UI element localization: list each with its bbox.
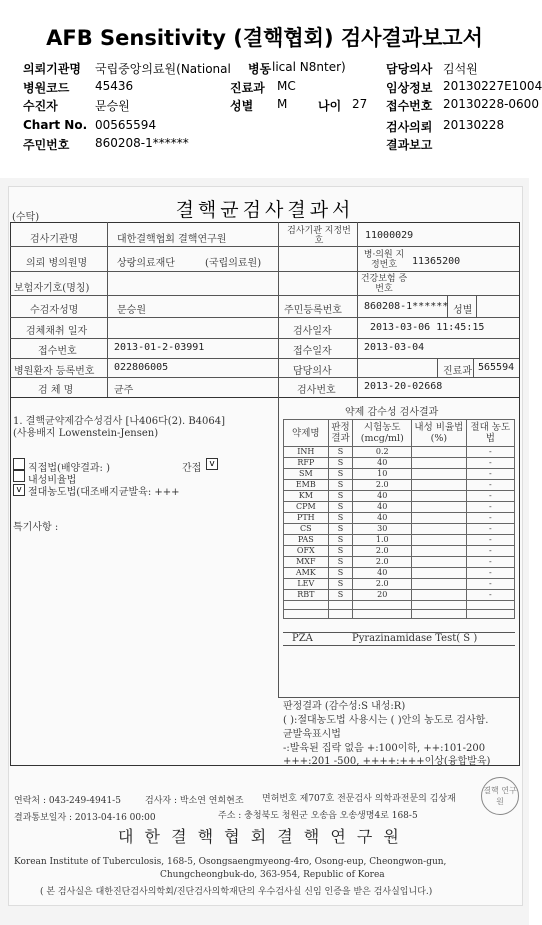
ab-row-amk bbox=[284, 568, 515, 579]
institute-address-en2: Chungcheongbuk-do, 363-954, Republic of Korea bbox=[160, 870, 385, 880]
row1-label2: 검사기관 지정번호 bbox=[287, 226, 351, 246]
ab-cell-conc: 0.2 bbox=[353, 447, 412, 458]
ab-cell-conc: 2.0 bbox=[353, 546, 412, 557]
row7-value: 022806005 bbox=[114, 362, 169, 373]
legend-line1: ( ):절대농도법 사용시는 ( )안의 농도로 검사함. bbox=[283, 715, 489, 726]
doctor-label: 담당의사 bbox=[386, 62, 433, 76]
report-date-text: 결과통보일자 : 2013-04-16 00:00 bbox=[14, 813, 156, 823]
ab-title: 약제 감수성 검사결과 bbox=[345, 407, 439, 418]
req-date-label: 검사의뢰 bbox=[386, 120, 433, 134]
doctor-value: 김석원 bbox=[443, 62, 478, 76]
ab-cell-drug: RBT bbox=[284, 590, 329, 601]
ab-header-conc: 시험농도 (mcg/ml) bbox=[353, 420, 412, 447]
ab-cell-ratio bbox=[412, 524, 466, 535]
row6-label: 접수번호 bbox=[38, 346, 77, 357]
ab-cell-conc: 2.0 bbox=[353, 579, 412, 590]
ab-cell-ratio bbox=[412, 579, 466, 590]
ab-cell-result: S bbox=[328, 480, 353, 491]
req-org-value: 국립중앙의료원(National bbox=[95, 62, 231, 76]
chart-label: Chart No. bbox=[23, 118, 88, 132]
report-header bbox=[0, 0, 542, 172]
ab-cell-blank bbox=[412, 610, 466, 619]
ab-cell-abs: - bbox=[466, 579, 514, 590]
req-org-label: 의뢰기관명 bbox=[23, 62, 81, 76]
row2-label2: 병·의원 지정번호 bbox=[363, 250, 405, 270]
row1-label: 검사기관명 bbox=[30, 234, 79, 245]
ab-row-sm bbox=[284, 469, 515, 480]
ab-cell-abs: - bbox=[466, 524, 514, 535]
ab-header-drug: 약제명 bbox=[284, 420, 329, 447]
row7-label2: 담당의사 bbox=[293, 366, 332, 377]
ab-cell-conc: 30 bbox=[353, 524, 412, 535]
ab-cell-abs: - bbox=[466, 480, 514, 491]
row2-extra: (국립의료원) bbox=[205, 258, 262, 269]
ab-cell-drug: RFP bbox=[284, 458, 329, 469]
institute-address-en1: Korean Institute of Tuberculosis, 168-5, Osongsaengmyeong-4ro, Osong-eup, Cheongwon-gun, bbox=[14, 857, 447, 867]
ab-cell-abs: - bbox=[466, 546, 514, 557]
clinical-value: 20130227E1004 bbox=[443, 79, 542, 93]
dept-value: MC bbox=[277, 79, 296, 93]
ab-cell-ratio bbox=[412, 513, 466, 524]
ab-cell-result: S bbox=[328, 535, 353, 546]
ab-cell-drug: SM bbox=[284, 469, 329, 480]
ab-header-row bbox=[284, 420, 515, 447]
scan-corner-mark: (수탁) bbox=[12, 212, 40, 223]
ab-cell-drug: MXF bbox=[284, 557, 329, 568]
ab-cell-abs: - bbox=[466, 568, 514, 579]
ab-row-rfp bbox=[284, 458, 515, 469]
row8-value2: 2013-20-02668 bbox=[364, 381, 443, 392]
patient-label: 수진자 bbox=[23, 99, 58, 113]
chart-value: 00565594 bbox=[95, 118, 157, 132]
ab-cell-result: S bbox=[328, 491, 353, 502]
row8-value: 균주 bbox=[114, 385, 134, 396]
pza-value: Pyrazinamidase Test( S ) bbox=[352, 633, 478, 644]
ab-table bbox=[283, 419, 515, 619]
abs-checkbox: v bbox=[13, 484, 25, 496]
ab-cell-result: S bbox=[328, 469, 353, 480]
age-value: 27 bbox=[352, 97, 368, 111]
ab-row-km bbox=[284, 491, 515, 502]
ab-cell-drug: PAS bbox=[284, 535, 329, 546]
ab-row-cs bbox=[284, 524, 515, 535]
ward-label: 병동 bbox=[248, 62, 272, 76]
ab-cell-blank bbox=[284, 601, 329, 610]
ab-cell-result: S bbox=[328, 557, 353, 568]
row2-value2: 11365200 bbox=[412, 256, 461, 267]
rrn-value: 860208-1****** bbox=[95, 136, 189, 150]
ab-header-abs: 절대 농도법 bbox=[466, 420, 514, 447]
row6-value: 2013-01-2-03991 bbox=[114, 342, 205, 353]
ab-header-ratio: 내성 비율법(%) bbox=[412, 420, 466, 447]
ab-cell-conc: 2.0 bbox=[353, 557, 412, 568]
row4-label2: 주민등록번호 bbox=[284, 305, 342, 316]
ab-cell-abs: - bbox=[466, 447, 514, 458]
ab-cell-drug: INH bbox=[284, 447, 329, 458]
hosp-code-value: 45436 bbox=[95, 79, 134, 93]
ab-cell-ratio bbox=[412, 568, 466, 579]
direct-label: 직접법(배양결과: ) bbox=[28, 463, 110, 474]
row4-label3: 성별 bbox=[453, 305, 473, 316]
contact-text: 연락처 : 043-249-4941-5 bbox=[14, 796, 121, 806]
ab-cell-abs: - bbox=[466, 513, 514, 524]
sex-value: M bbox=[277, 97, 288, 111]
row8-label: 검 체 명 bbox=[38, 385, 74, 396]
ab-cell-abs: - bbox=[466, 590, 514, 601]
ab-row-pth bbox=[284, 513, 515, 524]
ab-header-result: 판정 결과 bbox=[328, 420, 353, 447]
patient-value: 문승원 bbox=[95, 99, 130, 113]
ab-cell-drug: CS bbox=[284, 524, 329, 535]
ab-cell-result: S bbox=[328, 579, 353, 590]
ab-cell-abs: - bbox=[466, 491, 514, 502]
rrn-label: 주민번호 bbox=[23, 138, 70, 152]
row2-value: 상랑의료재단 bbox=[117, 258, 175, 269]
row5-label2: 검사일자 bbox=[293, 326, 332, 337]
method-line2: (사용배지 Lowenstein-Jensen) bbox=[13, 428, 159, 439]
result-report-label: 결과보고 bbox=[386, 138, 433, 152]
receipt-label: 접수번호 bbox=[386, 99, 433, 113]
ab-cell-result: S bbox=[328, 513, 353, 524]
institute-name-kr: 대 한 결 핵 협 회 결 핵 연 구 원 bbox=[118, 827, 402, 846]
ab-cell-drug: AMK bbox=[284, 568, 329, 579]
hosp-code-label: 병원코드 bbox=[23, 81, 70, 95]
row1-value: 대한결핵협회 결핵연구원 bbox=[117, 234, 227, 245]
ab-cell-result: S bbox=[328, 568, 353, 579]
ab-cell-drug: PTH bbox=[284, 513, 329, 524]
report-title: AFB Sensitivity (결핵협회) 검사결과보고서 bbox=[46, 26, 483, 50]
ab-row-ofx bbox=[284, 546, 515, 557]
ab-row-mxf bbox=[284, 557, 515, 568]
clinical-label: 임상정보 bbox=[386, 81, 433, 95]
ab-cell-blank bbox=[284, 610, 329, 619]
dept-label: 진료과 bbox=[230, 81, 265, 95]
row1-value2: 11000029 bbox=[365, 230, 414, 241]
ab-row-blank bbox=[284, 601, 515, 610]
req-date-value: 20130228 bbox=[443, 118, 505, 132]
method-line1: 1. 결핵균약제감수성검사 [나406다(2). B4064] bbox=[13, 416, 226, 427]
ab-cell-conc: 40 bbox=[353, 513, 412, 524]
legend-line3: -:발육된 집락 없음 +:100이하, ++:101-200 bbox=[283, 743, 486, 754]
ab-row-emb bbox=[284, 480, 515, 491]
ab-cell-blank bbox=[328, 610, 353, 619]
row2-label: 의뢰 병의원명 bbox=[26, 258, 88, 269]
ab-cell-ratio bbox=[412, 502, 466, 513]
ab-cell-blank bbox=[353, 601, 412, 610]
ab-cell-conc: 2.0 bbox=[353, 480, 412, 491]
ab-cell-ratio bbox=[412, 590, 466, 601]
ab-row-inh bbox=[284, 447, 515, 458]
ab-cell-abs: - bbox=[466, 458, 514, 469]
ab-cell-abs: - bbox=[466, 502, 514, 513]
address-text: 주소 : 충청북도 청원군 오송읍 오송생명4로 168-5 bbox=[218, 811, 418, 821]
seal-text: 결핵 연구원 bbox=[483, 786, 517, 806]
row6-value2: 2013-03-04 bbox=[364, 342, 425, 353]
license-text: 면허번호 제707호 전문검사 의학과전문의 김상재 bbox=[262, 794, 456, 804]
indirect-checkbox: v bbox=[206, 458, 218, 470]
legend-line4: +++:201 -500, ++++:+++이상(융합발육) bbox=[283, 756, 491, 767]
certification-footnote: ( 본 검사실은 대한진단검사의학회/진단검사의학재단의 우수검사실 신임 인증을 받은 검사실입니다.) bbox=[40, 887, 433, 897]
ab-row-rbt bbox=[284, 590, 515, 601]
ab-cell-ratio bbox=[412, 557, 466, 568]
ab-row-pas bbox=[284, 535, 515, 546]
ward-value: lical N8nter) bbox=[272, 60, 346, 74]
ab-cell-abs: - bbox=[466, 535, 514, 546]
ab-cell-drug: CPM bbox=[284, 502, 329, 513]
scan-title: 결핵균검사결과서 bbox=[175, 199, 355, 221]
ab-cell-result: S bbox=[328, 546, 353, 557]
ab-cell-blank bbox=[353, 610, 412, 619]
receipt-value: 20130228-0600 bbox=[443, 97, 539, 111]
ab-cell-result: S bbox=[328, 447, 353, 458]
ab-row-cpm bbox=[284, 502, 515, 513]
ab-cell-blank bbox=[466, 601, 514, 610]
ab-cell-drug: EMB bbox=[284, 480, 329, 491]
row4-label: 수검자성명 bbox=[30, 305, 79, 316]
ab-cell-ratio bbox=[412, 469, 466, 480]
row8-label2: 검사번호 bbox=[297, 385, 336, 396]
ab-row-lev bbox=[284, 579, 515, 590]
ab-cell-drug: KM bbox=[284, 491, 329, 502]
ab-cell-result: S bbox=[328, 458, 353, 469]
ab-cell-result: S bbox=[328, 502, 353, 513]
ab-cell-drug: OFX bbox=[284, 546, 329, 557]
ab-cell-drug: LEV bbox=[284, 579, 329, 590]
ab-cell-conc: 20 bbox=[353, 590, 412, 601]
ab-cell-conc: 40 bbox=[353, 502, 412, 513]
tester-text: 검사자 : 박소연 연희현조 bbox=[145, 796, 244, 806]
row5-value2: 2013-03-06 11:45:15 bbox=[370, 322, 485, 333]
legend-line2: 균발육표시법 bbox=[283, 729, 341, 740]
row4-value2: 860208-1****** bbox=[364, 301, 449, 312]
row5-label: 검체채취 일자 bbox=[26, 326, 88, 337]
ab-cell-blank bbox=[412, 601, 466, 610]
ab-cell-conc: 40 bbox=[353, 568, 412, 579]
abs-label: 절대농도법(대조배지균발육: +++ bbox=[28, 487, 180, 498]
indirect-label: 간접 bbox=[182, 463, 202, 474]
ab-cell-blank bbox=[466, 610, 514, 619]
ab-cell-conc: 40 bbox=[353, 491, 412, 502]
resist-label: 내성비율법 bbox=[28, 475, 77, 486]
direct-checkbox bbox=[13, 458, 25, 470]
ab-cell-ratio bbox=[412, 480, 466, 491]
row7-label: 병원환자 등록번호 bbox=[14, 366, 95, 377]
ab-cell-blank bbox=[328, 601, 353, 610]
ab-cell-ratio bbox=[412, 535, 466, 546]
ab-cell-result: S bbox=[328, 524, 353, 535]
row4-value: 문승원 bbox=[117, 305, 146, 316]
ab-cell-abs: - bbox=[466, 557, 514, 568]
ab-cell-conc: 1.0 bbox=[353, 535, 412, 546]
ab-cell-result: S bbox=[328, 590, 353, 601]
special-label: 특기사항 : bbox=[13, 522, 59, 533]
row3-label: 보험자기호(명칭) bbox=[14, 283, 90, 294]
age-label: 나이 bbox=[318, 99, 342, 113]
resist-checkbox bbox=[13, 470, 25, 482]
row6-label2: 접수일자 bbox=[293, 346, 332, 357]
institute-seal bbox=[481, 777, 519, 815]
ab-cell-conc: 10 bbox=[353, 469, 412, 480]
ab-cell-abs: - bbox=[466, 469, 514, 480]
row7-label3: 진료과 bbox=[443, 366, 472, 377]
ab-cell-ratio bbox=[412, 546, 466, 557]
row7-value3: 565594 bbox=[478, 362, 515, 373]
ab-row-blank bbox=[284, 610, 515, 619]
ab-cell-ratio bbox=[412, 491, 466, 502]
row3-label2: 건강보험 증번호 bbox=[360, 274, 408, 294]
ab-cell-conc: 40 bbox=[353, 458, 412, 469]
ab-cell-ratio bbox=[412, 447, 466, 458]
pza-label: PZA bbox=[292, 633, 313, 644]
legend-title: 판정결과 (감수성:S 내성:R) bbox=[283, 701, 406, 712]
sex-label: 성별 bbox=[230, 99, 254, 113]
ab-cell-ratio bbox=[412, 458, 466, 469]
